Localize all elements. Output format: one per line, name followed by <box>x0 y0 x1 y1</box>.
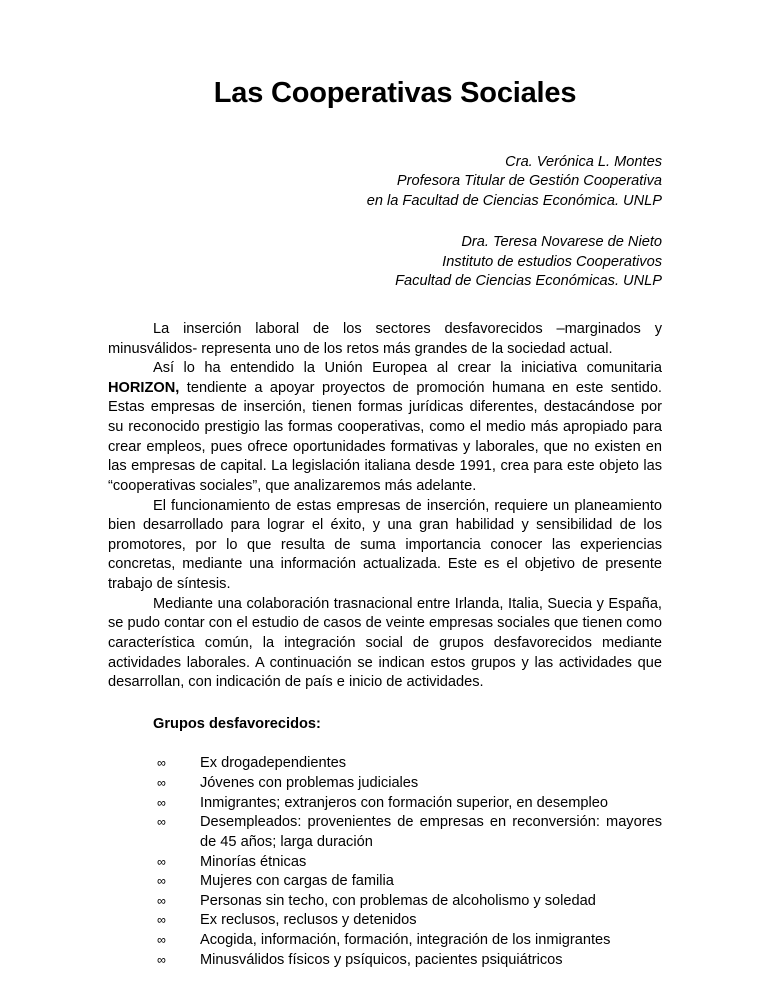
infinity-bullet-icon: ∞ <box>157 893 166 908</box>
list-item-label: Personas sin techo, con problemas de alcoholismo y soledad <box>200 892 596 909</box>
page-title: Las Cooperativas Sociales <box>213 77 577 109</box>
infinity-bullet-icon: ∞ <box>157 776 166 791</box>
author-name: Cra. Verónica L. Montes <box>505 153 662 170</box>
paragraph-intro: La inserción laboral de los sectores desfavorecidos –marginados y minusválidos- representa uno de los retos más grandes de la sociedad actual. <box>108 320 662 357</box>
author-affiliation: en la Facultad de Ciencias Económica. UNLP <box>366 193 662 210</box>
paragraph-horizon-lead: Así lo ha entendido la Unión Europea al crear la iniciativa comunitaria <box>153 360 662 377</box>
horizon-emphasis: HORIZON, <box>108 379 180 396</box>
list-item <box>157 853 662 873</box>
list-item <box>157 774 662 794</box>
author-block-primary <box>108 153 662 212</box>
list-item-label: Minorías étnicas <box>200 853 307 870</box>
author-role: Profesora Titular de Gestión Cooperativa <box>396 173 662 190</box>
list-item <box>157 813 662 852</box>
list-item <box>157 872 662 892</box>
list-item-label: Jóvenes con problemas judiciales <box>200 775 419 792</box>
infinity-bullet-icon: ∞ <box>157 854 166 869</box>
list-item-label: Desempleados: provenientes de empresas en reconversión: mayores de 45 años; larga duración <box>200 814 662 850</box>
list-item-label: Ex reclusos, reclusos y detenidos <box>200 912 417 929</box>
infinity-bullet-icon: ∞ <box>157 933 166 948</box>
list-item <box>157 931 662 951</box>
list-item <box>157 892 662 912</box>
author-block-secondary <box>108 233 662 292</box>
infinity-bullet-icon: ∞ <box>157 795 166 810</box>
list-item-label: Ex drogadependientes <box>200 755 347 772</box>
list-item <box>157 794 662 814</box>
section-heading-grupos: Grupos desfavorecidos: <box>153 715 321 732</box>
list-item-label: Mujeres con cargas de familia <box>200 873 394 890</box>
infinity-bullet-icon: ∞ <box>157 815 166 830</box>
infinity-bullet-icon: ∞ <box>157 874 166 889</box>
paragraph-horizon-rest: tendiente a apoyar proyectos de promoción humana en este sentido. Estas empresas de inserción, tienen formas jurídicas diferentes, destacándose por su reconocido prestigio las formas cooperativas, como el medio más apropiado para crear empleos, pues ofrece oportunidades formativas y laborales, que no existen en las empresas de capital. La legislación italiana desde 1991, crea para este objeto las “cooperativas sociales”, que analizaremos más adelante. <box>108 379 662 494</box>
author-role: Instituto de estudios Cooperativos <box>442 253 662 270</box>
list-item <box>157 951 662 971</box>
infinity-bullet-icon: ∞ <box>157 756 166 771</box>
author-name: Dra. Teresa Novarese de Nieto <box>461 233 662 250</box>
author-affiliation: Facultad de Ciencias Económicas. UNLP <box>395 273 662 290</box>
paragraph-horizon <box>108 359 662 496</box>
body-text <box>108 320 662 693</box>
list-item-label: Minusválidos físicos y psíquicos, pacientes psiquiátricos <box>200 951 563 968</box>
infinity-bullet-icon: ∞ <box>157 913 166 928</box>
infinity-bullet-icon: ∞ <box>157 952 166 967</box>
list-item-label: Inmigrantes; extranjeros con formación superior, en desempleo <box>200 794 609 811</box>
grupos-desfavorecidos-list <box>108 754 662 970</box>
list-item <box>157 911 662 931</box>
paragraph-funcionamiento: El funcionamiento de estas empresas de inserción, requiere un planeamiento bien desarrollado para lograr el éxito, y una gran habilidad y sensibilidad de los promotores, por lo que resulta de suma importancia conocer las experiencias concretas, mediante una información actualizada. Este es el objetivo de presente trabajo de síntesis. <box>108 497 662 593</box>
list-item-label: Acogida, información, formación, integración de los inmigrantes <box>200 932 611 949</box>
list-item <box>157 754 662 774</box>
paragraph-colaboracion: Mediante una colaboración trasnacional entre Irlanda, Italia, Suecia y España, se pudo contar con el estudio de casos de veinte empresas sociales que tienen como característica común, la integración social de grupos desfavorecidos mediante actividades laborales. A continuación se indican estos grupos y las actividades que desarrollan, con indicación de país e inicio de actividades. <box>108 595 662 691</box>
